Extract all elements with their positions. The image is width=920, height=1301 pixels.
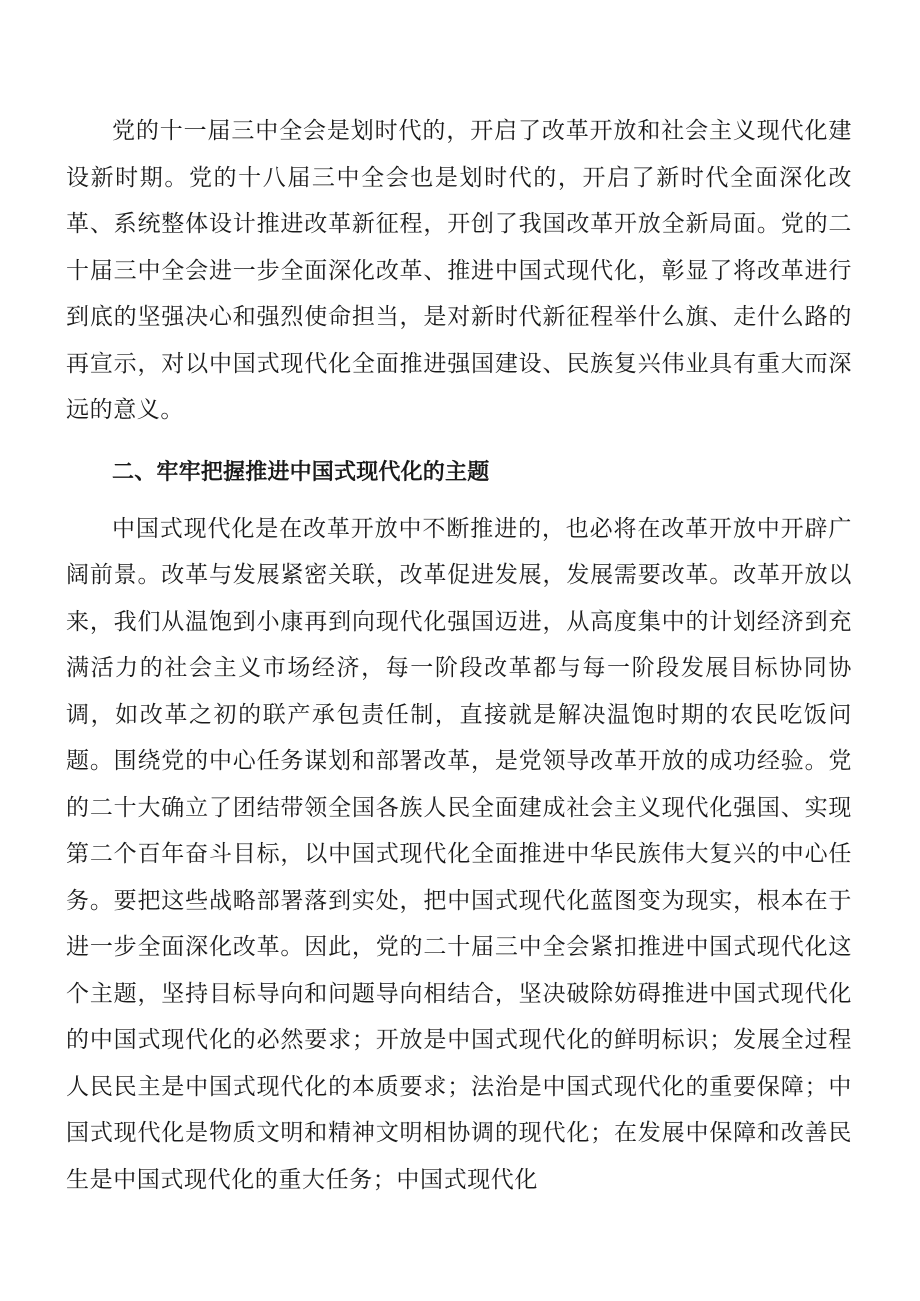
- section-heading: 二、牢牢把握推进中国式现代化的主题: [112, 459, 490, 485]
- paragraph-2: 中国式现代化是在改革开放中不断推进的，也必将在改革开放中开辟广阔前景。改革与发展紧密关联，改革促进发展，发展需要改革。改革开放以来，我们从温饱到小康再到向现代化强国迈进，从高度集中的计划经济到充满活力的社会主义市场经济，每一阶段改革都与每一阶段发展目标协同协调，如改革之初的联产承包责任制，直接就是解决温饱时期的农民吃饭问题。围绕党的中心任务谋划和部署改革，是党领导改革开放的成功经验。党的二十大确立了团结带领全国各族人民全面建成社会主义现代化强国、实现第二个百年奋斗目标，以中国式现代化全面推进中华民族伟大复兴的中心任务。要把这些战略部署落到实处，把中国式现代化蓝图变为现实，根本在于进一步全面深化改革。因此，党的二十届三中全会紧扣推进中国式现代化这个主题，坚持目标导向和问题导向相结合，坚决破除妨碍推进中国式现代化的中国式现代化的必然要求；开放是中国式现代化的鲜明标识；发展全过程人民民主是中国式现代化的本质要求；法治是中国式现代化的重要保障；中国式现代化是物质文明和精神文明相协调的现代化；在发展中保障和改善民生是中国式现代化的重大任务；中国式现代化: [66, 515, 852, 1193]
- paragraph-1: 党的十一届三中全会是划时代的，开启了改革开放和社会主义现代化建设新时期。党的十八届三中全会也是划时代的，开启了新时代全面深化改革、系统整体设计推进改革新征程，开创了我国改革开放全新局面。党的二十届三中全会进一步全面深化改革、推进中国式现代化，彰显了将改革进行到底的坚强决心和强烈使命担当，是对新时代新征程举什么旗、走什么路的再宣示，对以中国式现代化全面推进强国建设、民族复兴伟业具有重大而深远的意义。: [66, 118, 852, 423]
- document-body: [66, 108, 852, 1203]
